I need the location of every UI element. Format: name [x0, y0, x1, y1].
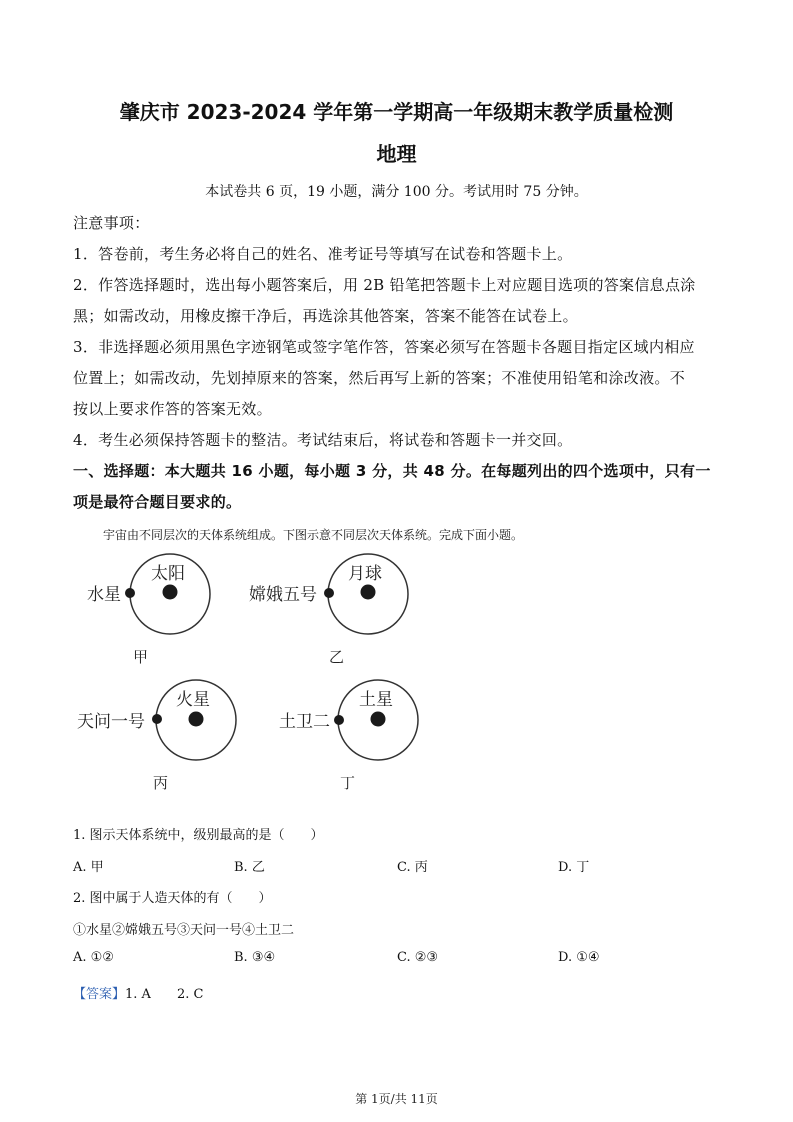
center-label: 太阳	[151, 564, 185, 584]
note-line: 位置上；如需改动，先划掉原来的答案，然后再写上新的答案；不准使用铅笔和涂改液。不	[73, 369, 686, 387]
note-line: 2．作答选择题时，选出每小题答案后，用 2B 铅笔把答题卡上对应题目选项的答案信息点涂	[73, 276, 696, 294]
option-c: C. 丙	[397, 860, 428, 875]
option-d: D. 丁	[558, 860, 590, 875]
outer-label: 天问一号	[77, 712, 145, 732]
central-body-dot	[189, 712, 204, 727]
option-b: B. 乙	[234, 860, 265, 875]
option-c: C. ②③	[397, 950, 439, 965]
question-2-stem: 2. 图中属于人造天体的有（ ）	[73, 891, 272, 906]
question-2-items: ①水星②嫦娥五号③天问一号④土卫二	[73, 923, 295, 938]
notes-heading: 注意事项：	[73, 214, 150, 232]
panel-caption: 丁	[340, 774, 356, 792]
orbiting-body-dot	[152, 714, 162, 724]
outer-label: 土卫二	[279, 712, 330, 732]
panel-caption: 丙	[153, 774, 169, 792]
exam-info: 本试卷共 6 页，19 小题，满分 100 分。考试用时 75 分钟。	[205, 184, 588, 200]
center-label: 土星	[359, 690, 393, 710]
note-line: 1．答卷前，考生务必将自己的姓名、准考证号等填写在试卷和答题卡上。	[73, 245, 573, 263]
option-a: A. 甲	[73, 860, 104, 875]
outer-label: 水星	[87, 585, 121, 605]
panel-yi	[249, 554, 408, 666]
note-line: 3．非选择题必须用黑色字迹钢笔或签字笔作答，答案必须写在答题卡各题目指定区域内相应	[73, 338, 695, 356]
central-body-dot	[371, 712, 386, 727]
central-body-dot	[163, 585, 178, 600]
section-heading: 一、选择题：本大题共 16 小题，每小题 3 分，共 48 分。在每题列出的四个选项中，只有一	[73, 462, 711, 480]
note-line: 4．考生必须保持答题卡的整洁。考试结束后，将试卷和答题卡一并交回。	[73, 431, 573, 449]
note-line: 黑；如需改动，用橡皮擦干净后，再选涂其他答案，答案不能答在试卷上。	[73, 307, 578, 325]
answer-label: 【答案】	[73, 987, 126, 1002]
answer-text: 1. A 2. C	[125, 987, 204, 1002]
orbiting-body-dot	[125, 588, 135, 598]
central-body-dot	[361, 585, 376, 600]
option-d: D. ①④	[558, 950, 600, 965]
panel-ding	[279, 680, 418, 792]
celestial-systems-diagram	[0, 550, 793, 800]
subject-title: 地理	[376, 142, 417, 166]
panel-jia	[87, 554, 210, 666]
panel-bing	[77, 680, 236, 792]
center-label: 火星	[176, 690, 210, 710]
center-label: 月球	[348, 564, 382, 584]
page-footer: 第 1页/共 11页	[355, 1092, 438, 1106]
orbiting-body-dot	[334, 715, 344, 725]
panel-caption: 乙	[329, 648, 345, 666]
answer-line	[73, 983, 203, 1002]
exam-title: 肇庆市 2023-2024 学年第一学期高一年级期末教学质量检测	[119, 100, 674, 124]
question-intro: 宇宙由不同层次的天体系统组成。下图示意不同层次天体系统。完成下面小题。	[103, 528, 524, 542]
question-1-stem: 1. 图示天体系统中，级别最高的是（ ）	[73, 828, 324, 843]
outer-label: 嫦娥五号	[249, 585, 317, 605]
section-heading-cont: 项是最符合题目要求的。	[73, 493, 242, 511]
option-a: A. ①②	[73, 950, 114, 965]
note-line: 按以上要求作答的答案无效。	[73, 400, 272, 418]
option-b: B. ③④	[234, 950, 276, 965]
panel-caption: 甲	[133, 648, 149, 666]
orbiting-body-dot	[324, 588, 334, 598]
